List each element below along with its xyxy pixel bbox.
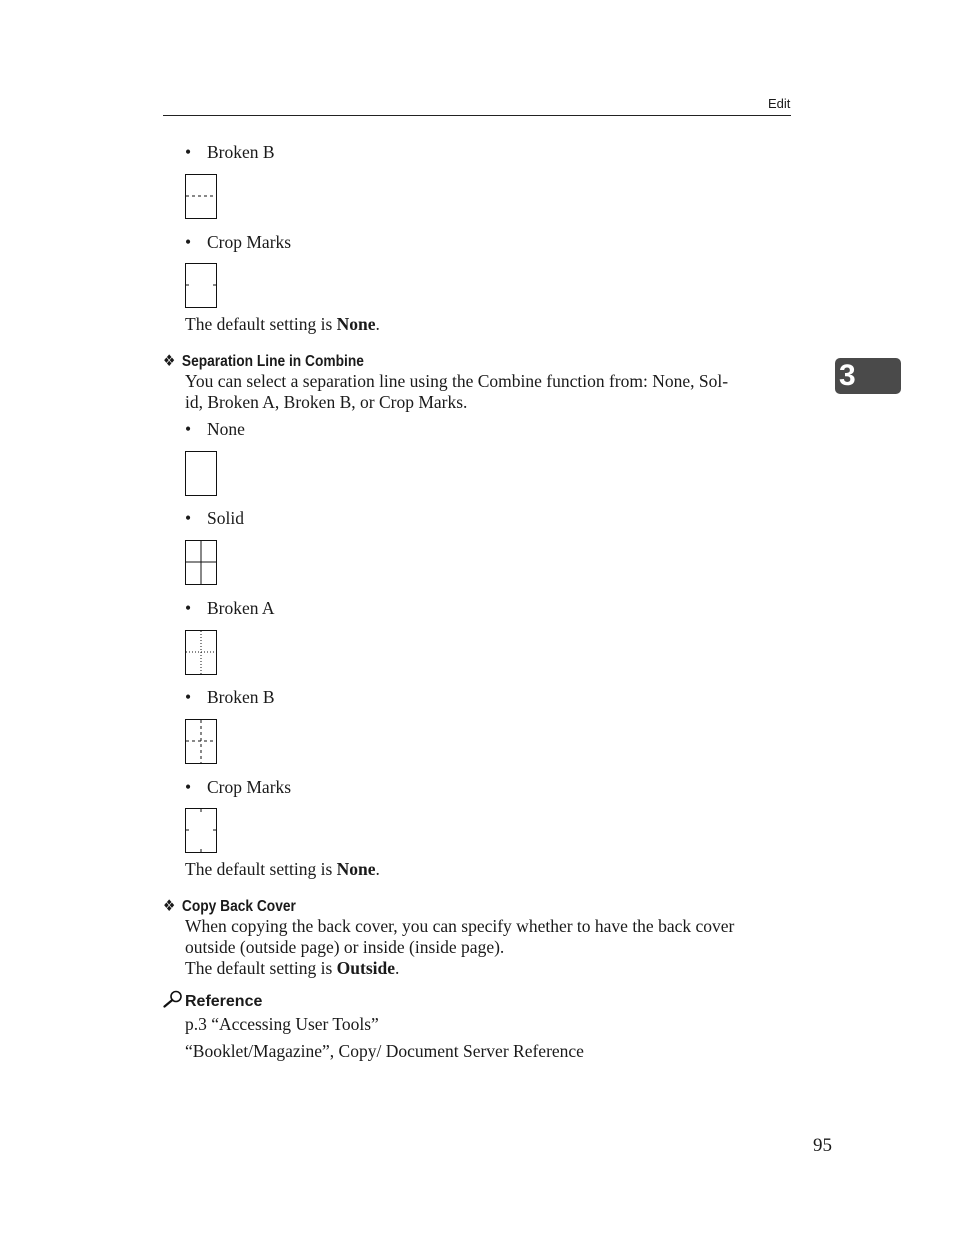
- broken-b-single-icon: [185, 174, 216, 218]
- default-setting-note: The default setting is None.: [185, 314, 380, 334]
- list-item-label: Crop Marks: [207, 232, 292, 252]
- section-description: When copying the back cover, you can specify whether to have the back cover outside (outside page) or inside (inside page). The default setting is Outside.: [185, 916, 791, 979]
- list-item-label: None: [207, 419, 245, 439]
- list-item-label: Broken A: [207, 598, 275, 618]
- magnifier-icon: [163, 990, 185, 1013]
- chapter-tab: [835, 358, 901, 394]
- diamond-bullet-icon: ❖: [163, 898, 176, 915]
- reference-link[interactable]: “Booklet/Magazine”, Copy/ Document Server Reference: [185, 1041, 584, 1061]
- crop-marks-icon: [185, 808, 216, 852]
- default-value: Outside: [336, 958, 395, 978]
- default-value: None: [336, 859, 376, 879]
- page-number: 95: [813, 1135, 832, 1156]
- diamond-bullet-icon: ❖: [163, 353, 176, 370]
- list-item-label: Broken B: [207, 687, 275, 707]
- running-header: Edit: [768, 96, 791, 111]
- solid-icon: [185, 540, 216, 584]
- crop-marks-single-icon: [185, 263, 216, 307]
- none-icon: [185, 451, 216, 495]
- list-item-label: Crop Marks: [207, 777, 292, 797]
- list-item-label: Solid: [207, 508, 244, 528]
- section-heading: ❖ Copy Back Cover: [163, 898, 296, 915]
- list-item-label: Broken B: [207, 142, 275, 162]
- default-value: None: [336, 314, 376, 334]
- chapter-number: 3: [839, 359, 856, 392]
- section-description: You can select a separation line using the Combine function from: None, Sol- id, Broken A, Broken B, or Crop Marks.: [185, 371, 729, 412]
- reference-heading: Reference: [163, 990, 262, 1013]
- broken-a-icon: [185, 630, 216, 674]
- default-setting-note: The default setting is None.: [185, 859, 380, 879]
- default-setting-note: The default setting is Outside.: [185, 958, 400, 978]
- broken-b-icon: [185, 719, 216, 763]
- reference-link[interactable]: p.3 “Accessing User Tools”: [185, 1014, 379, 1034]
- section-heading: ❖ Separation Line in Combine: [163, 353, 364, 370]
- header-rule: [163, 115, 791, 116]
